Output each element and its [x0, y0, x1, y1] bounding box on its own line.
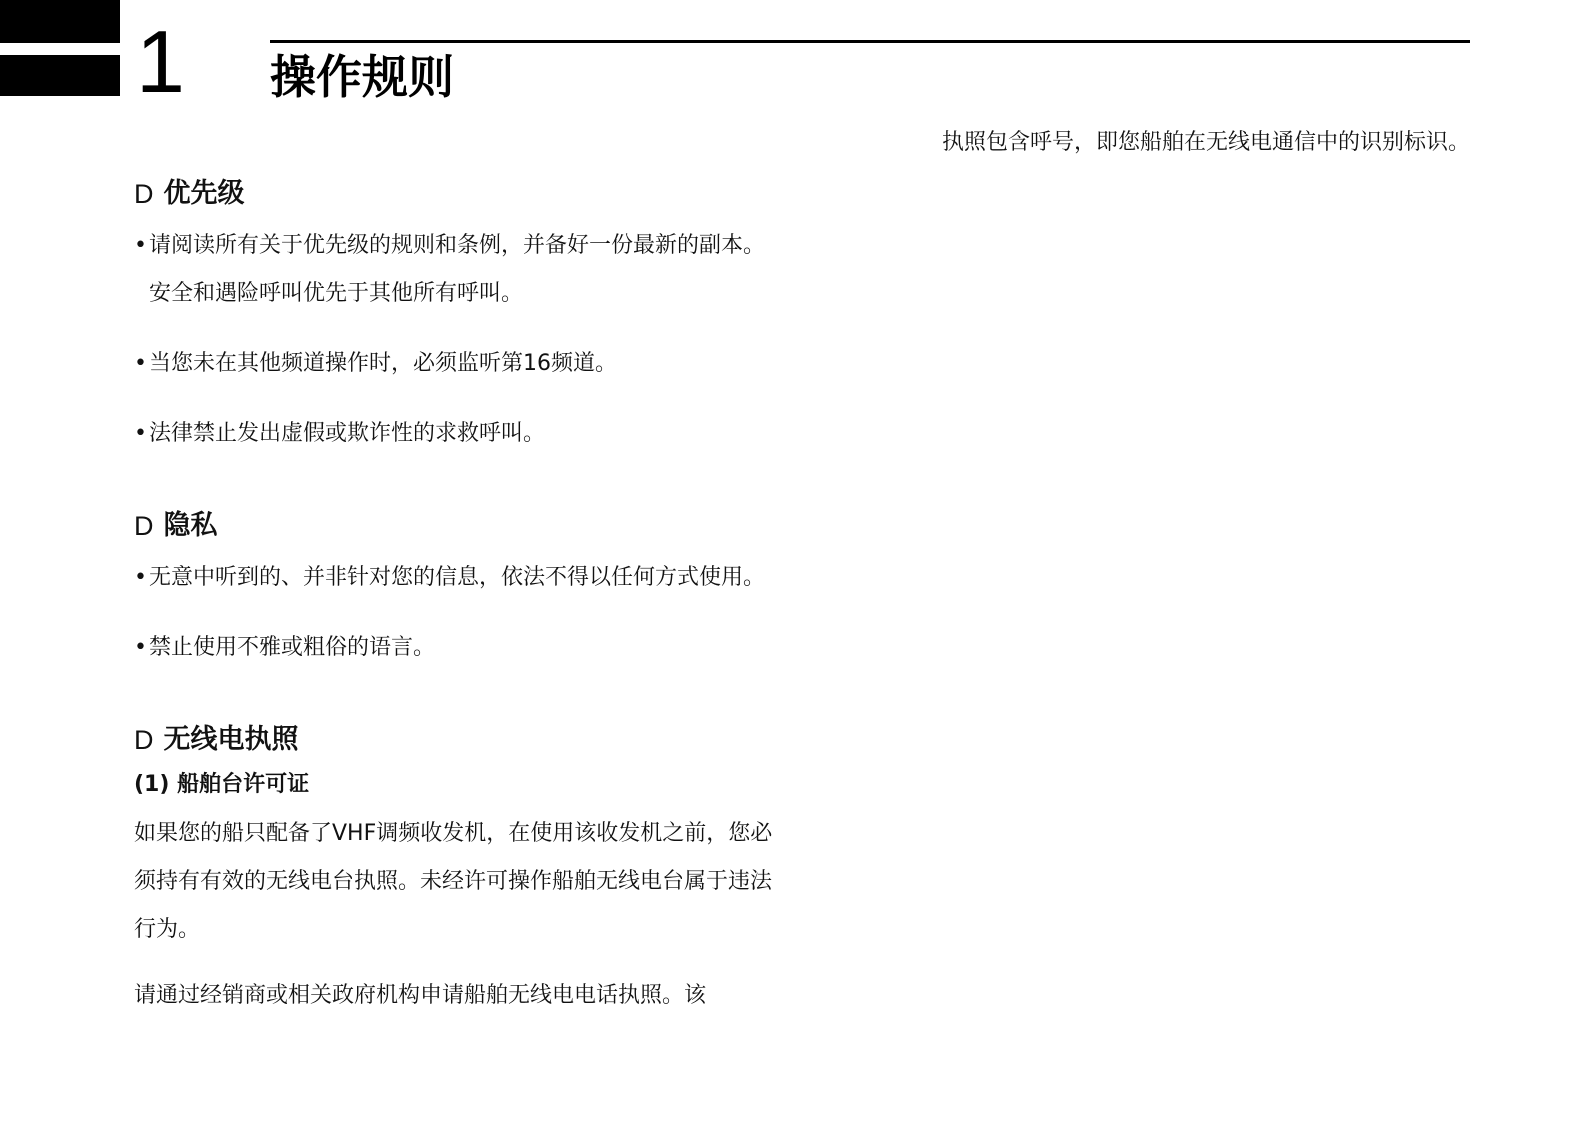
section-marker: D	[134, 179, 154, 209]
section-title: 优先级	[163, 178, 245, 209]
bullet-text: 当您未在其他频道操作时，必须监听第16频道。	[149, 351, 617, 376]
bullet-list-privacy	[134, 554, 774, 672]
right-column	[900, 124, 1470, 162]
bullet-item	[134, 624, 774, 672]
bullet-item	[134, 554, 774, 602]
paragraph: 请通过经销商或相关政府机构申请船舶无线电电话执照。该	[134, 983, 707, 1008]
chapter-number: 1	[136, 12, 185, 111]
section-marker: D	[134, 725, 154, 755]
bullet-dot: •	[134, 233, 147, 258]
continued-paragraph: 执照包含呼号，即您船舶在无线电通信中的识别标识。	[941, 130, 1470, 155]
bullet-item	[134, 222, 774, 318]
bullet-text: 法律禁止发出虚假或欺诈性的求救呼叫。	[149, 421, 546, 446]
bullet-list-priority	[134, 222, 774, 458]
section-heading-privacy	[134, 504, 774, 548]
subheading-ship-station-license: (1) 船舶台许可证	[134, 772, 310, 797]
bullet-text: 无意中听到的、并非针对您的信息，依法不得以任何方式使用。	[149, 565, 766, 590]
section-heading-priority	[134, 172, 774, 216]
section-title: 隐私	[163, 510, 218, 541]
section-marker: D	[134, 511, 154, 541]
bullet-dot: •	[134, 565, 147, 590]
left-column	[134, 172, 774, 1050]
bullet-dot: •	[134, 635, 147, 660]
chapter-tab-bar-top	[0, 0, 120, 43]
header-rule	[270, 40, 1470, 43]
bullet-text: 禁止使用不雅或粗俗的语言。	[149, 635, 436, 660]
bullet-item	[134, 340, 774, 388]
section-radio-license	[134, 718, 774, 1020]
bullet-dot: •	[134, 351, 147, 376]
bullet-text: 请阅读所有关于优先级的规则和条例，并备好一份最新的副本。安全和遇险呼叫优先于其他所有呼叫。	[149, 233, 766, 306]
paragraph: 如果您的船只配备了VHF调频收发机，在使用该收发机之前，您必须持有有效的无线电台执照。未经许可操作船舶无线电台属于违法行为。	[134, 821, 773, 942]
bullet-item	[134, 410, 774, 458]
section-privacy	[134, 504, 774, 672]
chapter-tab-bar-bottom	[0, 55, 120, 96]
section-priority	[134, 172, 774, 458]
bullet-dot: •	[134, 421, 147, 446]
section-heading-radio-license	[134, 718, 774, 762]
chapter-title: 操作规则	[270, 50, 454, 104]
section-title: 无线电执照	[163, 724, 299, 755]
